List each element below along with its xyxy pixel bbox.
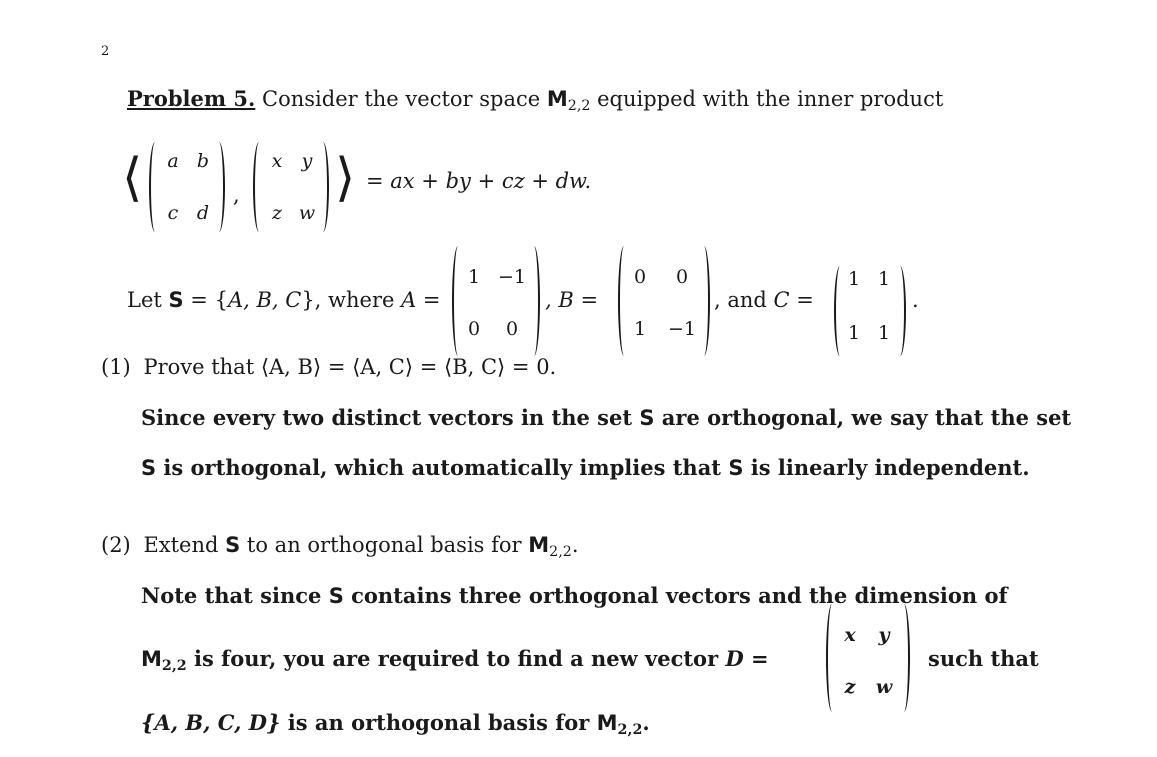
- part-2-note-line-3: {A, B, C, D} is an orthogonal basis for $M_{2,2}$.: [141, 710, 650, 738]
- matrix-C: 1 1 1 1: [834, 266, 906, 356]
- matrix-B: 0 0 1 −1: [618, 246, 710, 356]
- part-1-answer-line-2: S is orthogonal, which automatically implies that S is linearly independent.: [141, 455, 1030, 480]
- part-2-note-line-1: Note that since S contains three orthogonal vectors and the dimension of: [141, 583, 1008, 608]
- problem-label: Problem 5.: [127, 86, 256, 111]
- matrix-D: x y z w: [826, 604, 910, 712]
- problem-statement: Problem 5. Consider the vector space $M_{2,2}$ equipped with the inner product: [127, 86, 944, 114]
- part-1-question: (1) Prove that ⟨A, B⟩ = ⟨A, C⟩ = ⟨B, C⟩ = 0.: [101, 355, 557, 379]
- right-angle-bracket: ⟩: [335, 148, 356, 208]
- page-number: 2: [101, 44, 110, 59]
- part-2-note-line-2: $M_{2,2}$ is four, you are required to find a new vector D =: [141, 646, 769, 674]
- part-2-question: (2) Extend S to an orthogonal basis for $M_{2,2}$.: [101, 533, 579, 560]
- inner-product-rhs: = ax + by + cz + dw.: [366, 169, 592, 193]
- matrix-xyzw: x y z w: [253, 142, 329, 232]
- let-line-start: Let S = {A, B, C}, where A =: [127, 288, 441, 312]
- part-1-answer-line-1: Since every two distinct vectors in the set S are orthogonal, we say that the set: [141, 405, 1072, 430]
- matrix-A: 1 −1 0 0: [452, 246, 540, 356]
- matrix-abcd: a b c d: [149, 142, 225, 232]
- left-angle-bracket: ⟨: [122, 148, 143, 208]
